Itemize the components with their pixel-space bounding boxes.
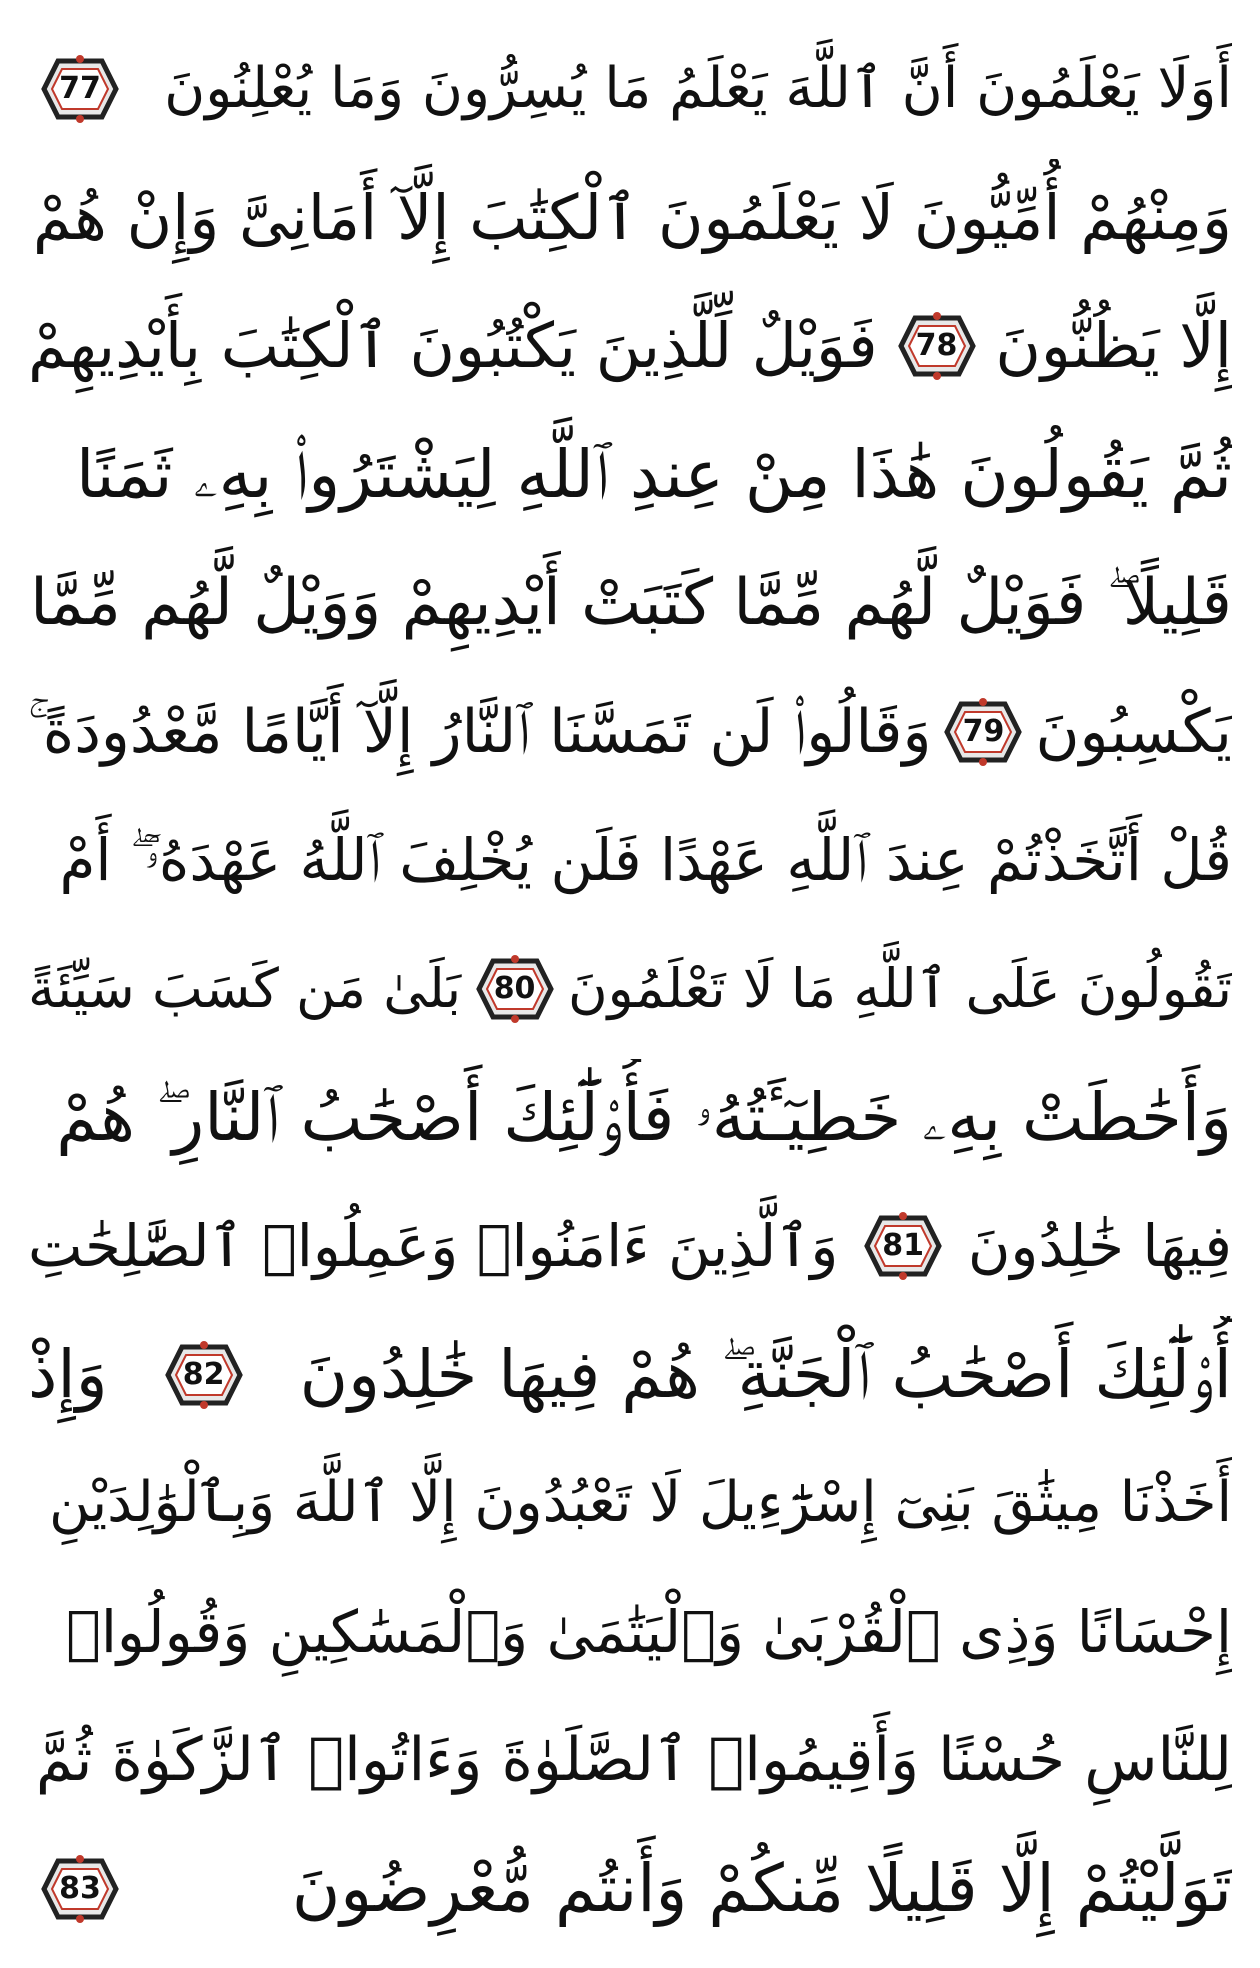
line-text: ثُمَّ يَقُولُونَ هَٰذَا مِنْ عِندِ ٱللَّهِ لِيَشْتَرُوا۟ بِهِۦ ثَمَنًا xyxy=(75,435,1232,513)
ayah-number: 83 xyxy=(59,1870,101,1906)
line-text: وَأَحَٰطَتْ بِهِۦ خَطِيٓـَٔتُهُۥ فَأُو۟لَٰٓئِكَ أَصْحَٰبُ ٱلنَّارِ ۖ هُمْ xyxy=(56,1078,1232,1156)
ayah-number: 82 xyxy=(182,1356,225,1392)
line-text-continued: بَلَىٰ مَن كَسَبَ سَيِّئَةً xyxy=(28,956,462,1020)
line-text-continued: وَقَالُوا۟ لَن تَمَسَّنَا ٱلنَّارُ إِلَّآ أَيَّامًا مَّعْدُودَةً ۚ xyxy=(28,696,932,767)
ayah-marker-icon xyxy=(34,1853,126,1925)
ayah-marker-icon xyxy=(469,953,561,1025)
ayah-number: 81 xyxy=(882,1228,924,1264)
text-line-7 xyxy=(28,801,1232,919)
text-line-1 xyxy=(28,30,1232,148)
line-text: أُو۟لَٰٓئِكَ أَصْحَٰبُ ٱلْجَنَّةِ ۖ هُمْ فِيهَا خَٰلِدُونَ xyxy=(299,1335,1232,1413)
line-text: قَلِيلًا ۖ فَوَيْلٌ لَّهُم مِّمَّا كَتَبَتْ أَيْدِيهِمْ وَوَيْلٌ لَّهُم مِّمَّا xyxy=(30,566,1232,641)
text-line-14 xyxy=(28,1701,1232,1819)
text-line-8 xyxy=(28,930,1232,1048)
line-text: إِحْسَانًا وَذِى ٱلْقُرْبَىٰ وَٱلْيَتَٰمَىٰ وَٱلْمَسَٰكِينِ وَقُولُوا۟ xyxy=(66,1597,1232,1666)
line-text: أَوَلَا يَعْلَمُونَ أَنَّ ٱللَّهَ يَعْلَمُ مَا يُسِرُّونَ وَمَا يُعْلِنُونَ xyxy=(164,56,1232,121)
line-text-continued: فَوَيْلٌ لِّلَّذِينَ يَكْتُبُونَ ٱلْكِتَٰبَ بِأَيْدِيهِمْ xyxy=(28,309,878,383)
line-text: إِلَّا يَظُنُّونَ xyxy=(995,309,1232,383)
line-text: لِلنَّاسِ حُسْنًا وَأَقِيمُوا۟ ٱلصَّلَوٰةَ وَءَاتُوا۟ ٱلزَّكَوٰةَ ثُمَّ xyxy=(35,1725,1232,1796)
text-line-15 xyxy=(28,1830,1232,1948)
text-line-6 xyxy=(28,673,1232,791)
ayah-number: 80 xyxy=(493,970,536,1006)
line-text: أَخَذْنَا مِيثَٰقَ بَنِىٓ إِسْرَٰٓءِيلَ لَا تَعْبُدُونَ إِلَّا ٱللَّهَ وَبِٱلْوَٰلِدَيْنِ xyxy=(48,1470,1232,1536)
line-text-continued: وَٱلَّذِينَ ءَامَنُوا۟ وَعَمِلُوا۟ ٱلصَّٰلِحَٰتِ xyxy=(28,1212,839,1281)
text-line-13 xyxy=(28,1573,1232,1691)
ayah-number: 77 xyxy=(59,71,101,106)
line-text: تَقُولُونَ عَلَى ٱللَّهِ مَا لَا تَعْلَمُونَ xyxy=(567,956,1232,1020)
text-line-11 xyxy=(28,1316,1232,1434)
line-text: قُلْ أَتَّخَذْتُمْ عِندَ ٱللَّهِ عَهْدًا فَلَن يُخْلِفَ ٱللَّهُ عَهْدَهُۥٓ ۖ أَمْ xyxy=(59,826,1232,895)
ayah-number: 78 xyxy=(915,328,958,364)
ayah-marker-icon xyxy=(857,1210,949,1282)
text-line-5 xyxy=(28,544,1232,662)
line-text: تَوَلَّيْتُمْ إِلَّا قَلِيلًا مِّنكُمْ وَأَنتُم مُّعْرِضُونَ xyxy=(291,1849,1232,1927)
text-line-12 xyxy=(28,1444,1232,1562)
line-text: وَمِنْهُمْ أُمِّيُّونَ لَا يَعْلَمُونَ ٱلْكِتَٰبَ إِلَّآ أَمَانِىَّ وَإِنْ هُمْ xyxy=(32,180,1232,254)
ayah-marker-icon xyxy=(158,1339,250,1411)
text-line-9 xyxy=(28,1059,1232,1177)
text-line-2 xyxy=(28,159,1232,277)
line-text-continued: وَإِذْ xyxy=(28,1335,108,1413)
ayah-marker-icon xyxy=(891,310,983,382)
line-text: فِيهَا خَٰلِدُونَ xyxy=(967,1212,1232,1281)
text-line-4 xyxy=(28,416,1232,534)
ayah-number: 79 xyxy=(962,713,1005,749)
line-text: يَكْسِبُونَ xyxy=(1035,696,1232,767)
ayah-marker-icon xyxy=(34,53,126,125)
ayah-marker-icon xyxy=(937,696,1029,768)
text-line-3 xyxy=(28,287,1232,405)
text-line-10 xyxy=(28,1187,1232,1305)
